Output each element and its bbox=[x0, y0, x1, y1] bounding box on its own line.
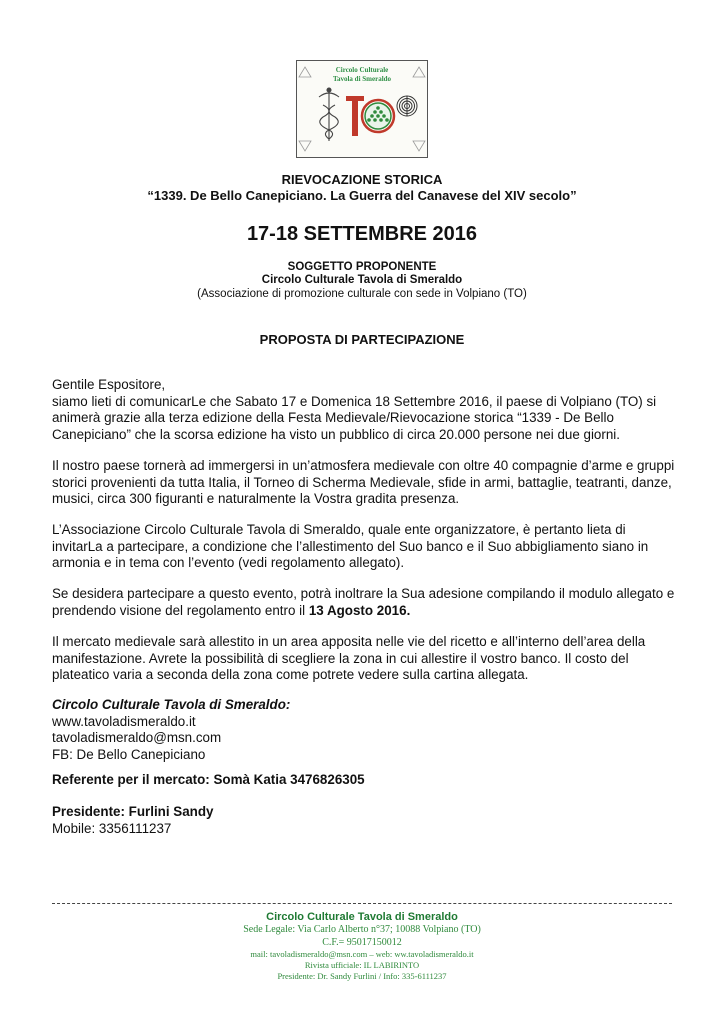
president-block bbox=[52, 804, 677, 837]
footer-web: mail: tavoladismeraldo@msn.com – web: ww.tavoladismeraldo.it bbox=[250, 949, 474, 959]
labyrinth-icon bbox=[397, 96, 417, 116]
paragraph-4-text: Se desidera partecipare a questo evento, potrà inoltrare la Sua adesione compilando il modulo allegato e prendendo visione del regolamento entro il bbox=[52, 586, 675, 618]
contacts-org: Circolo Culturale Tavola di Smeraldo: bbox=[52, 697, 291, 712]
president-name: Presidente: Furlini Sandy bbox=[52, 804, 214, 819]
deadline-date: 13 Agosto 2016. bbox=[308, 602, 411, 618]
footer-magazine: Rivista ufficiale: IL LABIRINTO bbox=[304, 960, 420, 970]
triangle-bottom-right-icon bbox=[413, 141, 425, 151]
caduceus-icon bbox=[319, 88, 339, 141]
footer-address: Sede Legale: Via Carlo Alberto n°37; 10088 Volpiano (TO) bbox=[243, 924, 481, 935]
logo-line-2: Tavola di Smeraldo bbox=[332, 75, 392, 83]
letter-paragraph-3: L’Associazione Circolo Culturale Tavola di Smeraldo, quale ente organizzatore, è pertanto lieta di invitarLa a partecipare, a condizione che l’allestimento del Suo banco e il Suo abbigliamento siano in armonia e in tema con l’evento (vedi regolamento allegato). bbox=[52, 522, 649, 570]
letter-paragraph-5: Il mercato medievale sarà allestito in un area apposita nelle vie del ricetto e all’interno dell’area della manifestazione. Avrete la possibilità di scegliere la zona in cui allestire il vostro banco. Il costo del plateatico varia a seconda della zona come potrete vedere sulla cartina allegata. bbox=[52, 634, 646, 682]
proponent-description: (Associazione di promozione culturale con sede in Volpiano (TO) bbox=[197, 288, 527, 300]
paragraph-1-text: siamo lieti di comunicarLe che Sabato 17 e Domenica 18 Settembre 2016, il paese di Volpiano (TO) si animerà grazie alla terza edizione della Festa Medievale/Rievocazione storica “1339 - De Bello Canepiciano” che la scorsa edizione ha visto un pubblico di circa 20.000 persone nei due giorni. bbox=[52, 393, 657, 442]
pyramid-ring-icon bbox=[362, 100, 394, 132]
contacts-block bbox=[52, 697, 677, 763]
footer bbox=[0, 910, 724, 982]
email-link[interactable]: tavoladismeraldo@msn.com bbox=[52, 730, 222, 745]
letter-paragraph-1 bbox=[52, 377, 677, 443]
president-mobile: Mobile: 3356111237 bbox=[52, 820, 172, 836]
triangle-top-right-icon bbox=[413, 67, 425, 77]
greeting: Gentile Espositore, bbox=[52, 377, 166, 392]
logo-emblem-icon bbox=[297, 61, 429, 159]
event-type-heading: RIEVOCAZIONE STORICA bbox=[281, 172, 443, 187]
event-dates: 17-18 SETTEMBRE 2016 bbox=[246, 223, 478, 245]
facebook-page: FB: De Bello Canepiciano bbox=[52, 746, 206, 762]
letter-paragraph-2: Il nostro paese tornerà ad immergersi in un’atmosfera medievale con oltre 40 compagnie d’arme e gruppi storici provenienti da tutta Italia, il Torneo di Scherma Medievale, sfide in armi, battaglie, teatranti, danze, musici, circa 300 figuranti e naturalmente la Vostra gradita presenza. bbox=[52, 458, 675, 506]
association-logo bbox=[296, 60, 428, 158]
website-link[interactable]: www.tavoladismeraldo.it bbox=[52, 713, 196, 729]
footer-org: Circolo Culturale Tavola di Smeraldo bbox=[266, 911, 458, 923]
logo-line-1: Circolo Culturale bbox=[335, 66, 389, 74]
event-name-heading: “1339. De Bello Canepiciano. La Guerra del Canavese del XIV secolo” bbox=[147, 188, 577, 203]
letter-paragraph-4 bbox=[52, 586, 677, 619]
footer-divider bbox=[52, 903, 672, 904]
red-t-stem bbox=[352, 96, 358, 136]
triangle-top-left-icon bbox=[299, 67, 311, 77]
footer-president: Presidente: Dr. Sandy Furlini / Info: 335-6111237 bbox=[277, 971, 447, 981]
market-referent: Referente per il mercato: Somà Katia 3476826305 bbox=[52, 772, 365, 787]
section-title: PROPOSTA DI PARTECIPAZIONE bbox=[259, 332, 465, 347]
footer-tax-code: C.F.= 95017150012 bbox=[322, 936, 402, 948]
proponent-label: SOGGETTO PROPONENTE bbox=[287, 261, 437, 273]
triangle-bottom-left-icon bbox=[299, 141, 311, 151]
proponent-name: Circolo Culturale Tavola di Smeraldo bbox=[261, 274, 463, 286]
